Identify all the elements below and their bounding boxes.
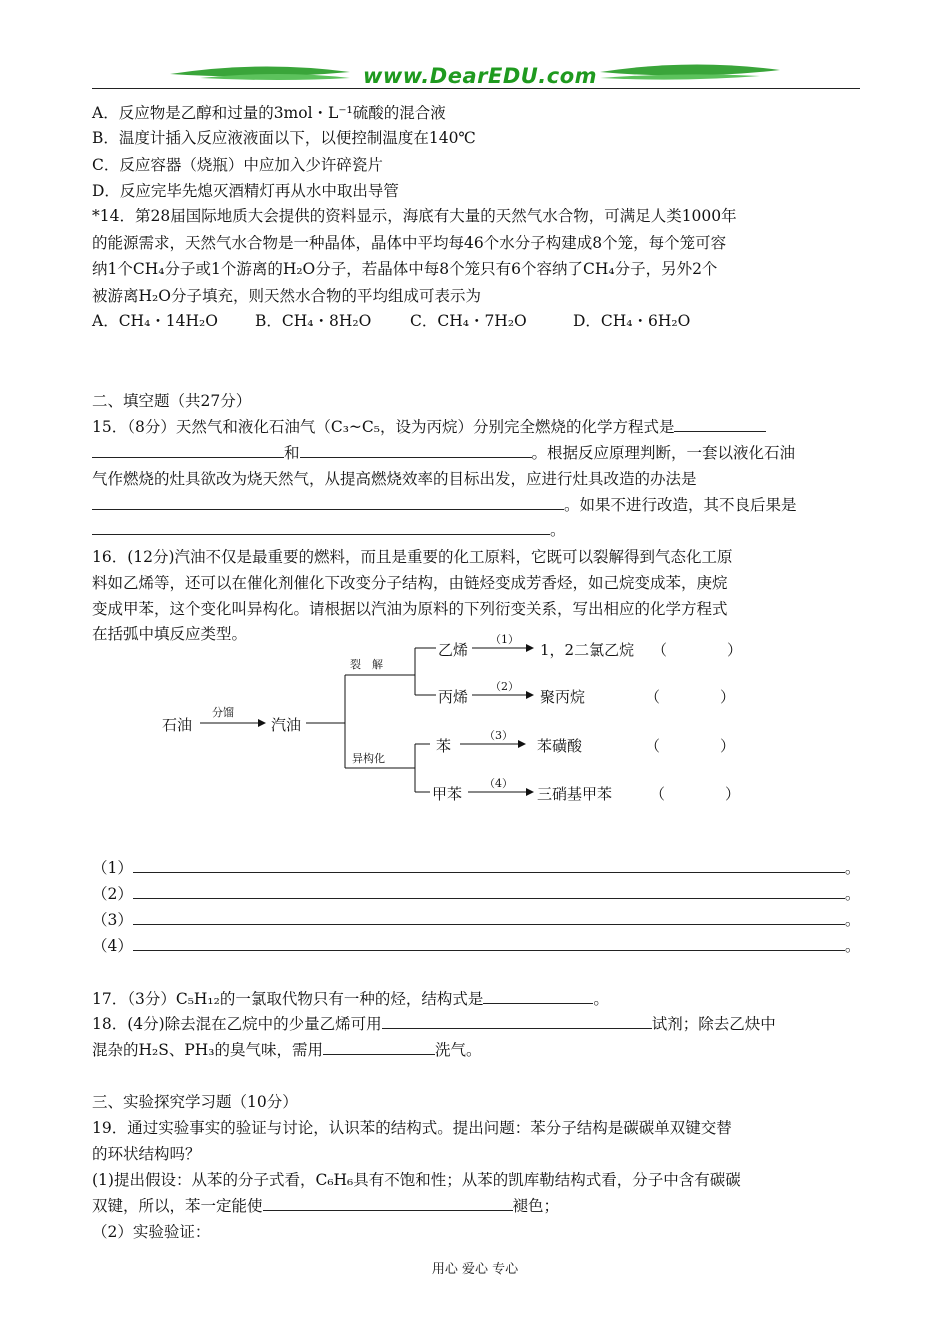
q16-answer-blank-1[interactable] <box>133 856 845 873</box>
q19-line-2: 的环状结构吗？ <box>92 1145 201 1163</box>
q16-answer-period-1: 。 <box>844 859 861 877</box>
q15-blank-4[interactable] <box>92 493 564 510</box>
q15-text-3: 。根据反应原理判断，一套以液化石油 <box>531 444 796 462</box>
diagram-gasoline: 汽油 <box>271 716 302 734</box>
q19-blank-1[interactable] <box>263 1194 513 1211</box>
q16-answer-period-2: 。 <box>844 885 861 903</box>
q15-text-5: 。 <box>550 521 566 539</box>
diagram-product-2: 聚丙烷 <box>540 688 586 706</box>
q14-line-2: 的能源需求，天然气水合物是一种晶体，晶体中平均每46个水分子构建成8个笼，每个笼可容 <box>92 234 727 252</box>
q14-line-1: *14．第28届国际地质大会提供的资料显示，海底有大量的天然气水合物，可满足人类1000年 <box>92 207 737 225</box>
q14-option-a: A．CH₄・14H₂O <box>92 312 218 330</box>
q18-text-2: 试剂；除去乙炔中 <box>651 1015 776 1033</box>
q18-text-4: 洗气。 <box>435 1041 482 1059</box>
diagram-type-1: （ ） <box>652 641 743 659</box>
q19-line-1: 19．通过实验事实的验证与讨论，认识苯的结构式。提出问题：苯分子结构是碳碳单双键交替 <box>92 1119 732 1137</box>
diagram-step-2: （2） <box>490 680 519 693</box>
page-footer: 用心 爱心 专心 <box>431 1262 519 1277</box>
q18-blank-2[interactable] <box>323 1038 435 1055</box>
q16-line-3: 变成甲苯，这个变化叫异构化。请根据以汽油为原料的下列衍变关系，写出相应的化学方程式 <box>92 600 728 618</box>
q16-answer-2 <box>92 882 860 906</box>
q14-line-4: 被游离H₂O分子填充，则天然水合物的平均组成可表示为 <box>92 287 481 305</box>
q17-end: 。 <box>593 990 609 1008</box>
section2-title: 二、填空题（共27分） <box>92 392 252 410</box>
diagram-ethylene: 乙烯 <box>438 641 469 659</box>
q15-text-4: 。如果不进行改造，其不良后果是 <box>564 496 797 514</box>
site-logo: www.DearEDU.com <box>362 64 598 88</box>
q19-line-3: (1)提出假设：从苯的分子式看，C₆H₆具有不饱和性；从苯的凯库勒结构式看，分子中含有碳碳 <box>92 1171 741 1189</box>
diagram-toluene: 甲苯 <box>432 785 463 803</box>
diagram-type-3: （ ） <box>645 737 736 755</box>
q15-blank-1[interactable] <box>674 415 766 432</box>
q15-blank-5[interactable] <box>92 518 550 535</box>
diagram-benzene: 苯 <box>436 737 452 755</box>
q16-answer-4 <box>92 934 860 958</box>
diagram-step-1: （1） <box>490 633 519 646</box>
q16-answer-label-2: （2） <box>92 885 133 903</box>
diagram-product-1: 1，2二氯乙烷 <box>540 641 635 659</box>
q19-text-4: 双键，所以，苯一定能使 <box>92 1197 263 1215</box>
q16-answer-period-4: 。 <box>844 937 861 955</box>
q14-option-b: B．CH₄・8H₂O <box>255 312 372 330</box>
q16-answer-period-3: 。 <box>844 911 861 929</box>
diagram-propylene: 丙烯 <box>438 688 469 706</box>
q16-line-4: 在括弧中填反应类型。 <box>92 625 248 643</box>
q14-line-3: 纳1个CH₄分子或1个游离的H₂O分子，若晶体中每8个笼只有6个容纳了CH₄分子，另外2个 <box>92 260 718 278</box>
q14-option-d: D．CH₄・6H₂O <box>573 312 691 330</box>
section3-title: 三、实验探究学习题（10分） <box>92 1093 298 1111</box>
q18-line-2 <box>92 1038 482 1062</box>
q17-blank[interactable] <box>483 987 593 1004</box>
q16-answer-label-1: （1） <box>92 859 133 877</box>
q18-blank-1[interactable] <box>382 1012 652 1029</box>
q15-text-2: 和 <box>284 444 300 462</box>
q16-answer-label-4: （4） <box>92 937 133 955</box>
q15-blank-3[interactable] <box>300 441 532 458</box>
q16-answer-blank-2[interactable] <box>133 882 845 899</box>
q16-line-1: 16．(12分)汽油不仅是最重要的燃料，而且是重要的化工原料，它既可以裂解得到气态化工原 <box>92 548 733 566</box>
header-rule <box>92 88 860 89</box>
q15-line-5 <box>92 518 566 542</box>
q16-answer-blank-3[interactable] <box>133 908 845 925</box>
q15-line-4 <box>92 493 797 517</box>
q16-answer-1 <box>92 856 860 880</box>
diagram-product-3: 苯磺酸 <box>537 737 583 755</box>
diagram-distill-label: 分馏 <box>212 706 234 719</box>
diagram-isomer-label: 异构化 <box>352 752 385 765</box>
diagram-type-4: （ ） <box>650 785 741 803</box>
q13-option-b: B．温度计插入反应液液面以下，以便控制温度在140℃ <box>92 129 476 147</box>
diagram-step-3: （3） <box>484 729 513 742</box>
q19-line-4 <box>92 1194 559 1218</box>
q17-text: 17．（3分）C₅H₁₂的一氯取代物只有一种的烃，结构式是 <box>92 990 484 1008</box>
diagram-step-4: （4） <box>484 777 513 790</box>
q16-answer-blank-4[interactable] <box>133 934 845 951</box>
q16-answer-label-3: （3） <box>92 911 133 929</box>
q18-line-1 <box>92 1012 776 1036</box>
q14-option-c: C．CH₄・7H₂O <box>410 312 527 330</box>
q19-text-5: 褪色； <box>512 1197 560 1215</box>
q19-line-5: （2）实验验证： <box>92 1223 211 1241</box>
diagram-product-4: 三硝基甲苯 <box>537 785 613 803</box>
q15-blank-2[interactable] <box>92 441 284 458</box>
q15-text-1: 15．（8分）天然气和液化石油气（C₃~C₅，设为丙烷）分别完全燃烧的化学方程式是 <box>92 418 675 436</box>
page-header <box>0 0 950 100</box>
diagram-crack-label: 裂 解 <box>350 658 383 671</box>
diagram-petroleum: 石油 <box>162 716 193 734</box>
q18-text-3: 混杂的H₂S、PH₃的臭气味，需用 <box>92 1041 324 1059</box>
q13-option-a: A．反应物是乙醇和过量的3mol・L⁻¹硫酸的混合液 <box>92 104 446 122</box>
q18-text-1: 18．(4分)除去混在乙烷中的少量乙烯可用 <box>92 1015 382 1033</box>
q16-line-2: 料如乙烯等，还可以在催化剂催化下改变分子结构，由链烃变成芳香烃，如己烷变成苯，庚烷 <box>92 574 728 592</box>
q17-line <box>92 987 609 1011</box>
q13-option-c: C．反应容器（烧瓶）中应加入少许碎瓷片 <box>92 156 383 174</box>
q15-line-3: 气作燃烧的灶具欲改为烧天然气，从提高燃烧效率的目标出发，应进行灶具改造的办法是 <box>92 470 697 488</box>
q16-answer-3 <box>92 908 860 932</box>
q15-line-2 <box>92 441 795 465</box>
q13-option-d: D．反应完毕先熄灭酒精灯再从水中取出导管 <box>92 182 399 200</box>
q15-line-1 <box>92 415 766 439</box>
diagram-type-2: （ ） <box>645 688 736 706</box>
